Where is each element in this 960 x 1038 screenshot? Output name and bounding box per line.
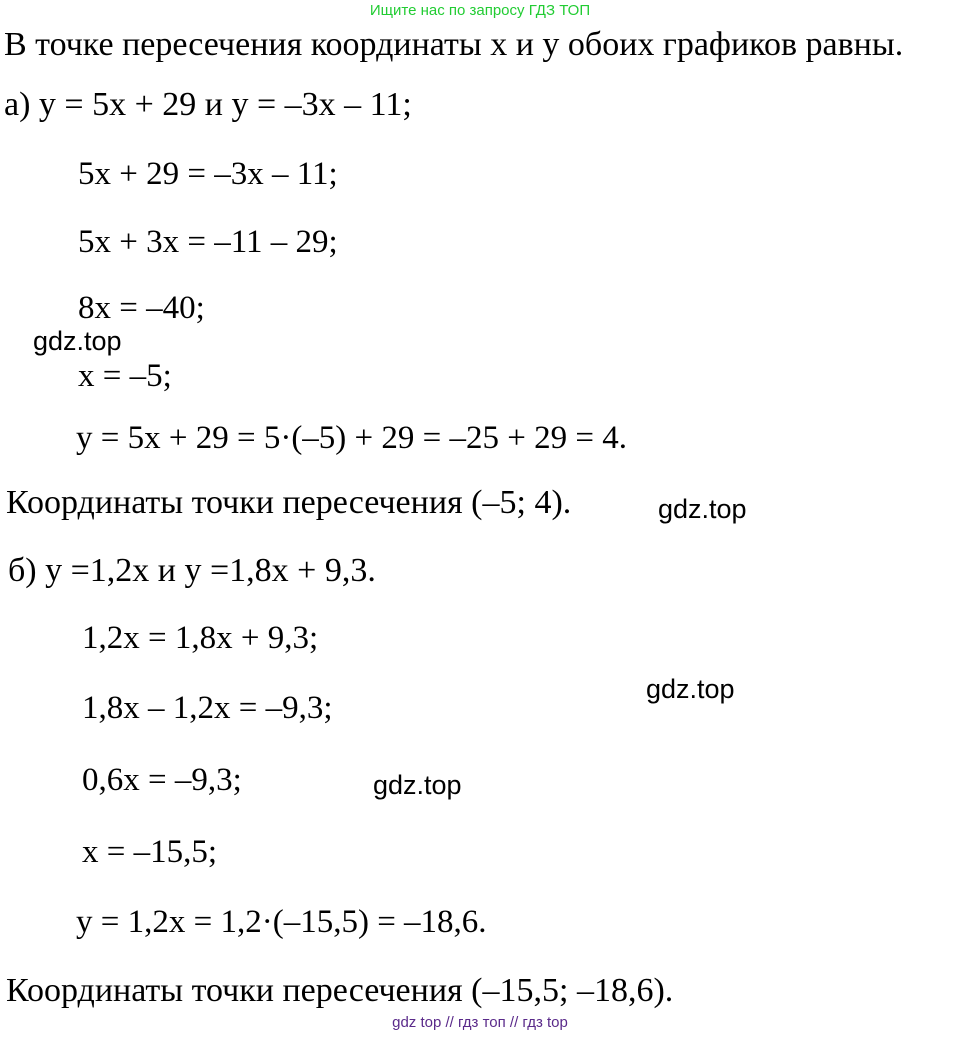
part-b-step-4: x = –15,5; [82, 834, 218, 870]
watermark: gdz.top [658, 494, 747, 524]
part-b-step-3: 0,6x = –9,3; [82, 762, 242, 798]
part-a-step-3: 8x = –40; [78, 290, 205, 326]
watermark: gdz.top [646, 674, 735, 704]
part-a-step-2: 5x + 3x = –11 – 29; [78, 224, 338, 260]
search-hint-banner: Ищите нас по запросу ГДЗ ТОП [369, 2, 591, 19]
footer-watermark: gdz top // гдз топ // гдз top [392, 1014, 568, 1031]
part-b-answer: Координаты точки пересечения (–15,5; –18,6). [6, 972, 674, 1009]
part-a-heading: а) y = 5x + 29 и y = –3x – 11; [4, 86, 412, 123]
part-b-step-1: 1,2x = 1,8x + 9,3; [82, 620, 319, 656]
part-b-step-5: y = 1,2x = 1,2·(–15,5) = –18,6. [76, 904, 487, 940]
watermark: gdz.top [33, 326, 122, 356]
part-b-step-2: 1,8x – 1,2x = –9,3; [82, 690, 333, 726]
watermark: gdz.top [373, 770, 462, 800]
intro-text: В точке пересечения координаты x и y обоих графиков равны. [4, 26, 904, 63]
part-b-heading: б) y =1,2x и y =1,8x + 9,3. [8, 552, 376, 589]
part-a-step-5: y = 5x + 29 = 5·(–5) + 29 = –25 + 29 = 4. [76, 420, 627, 456]
part-a-answer: Координаты точки пересечения (–5; 4). [6, 484, 572, 521]
part-a-step-1: 5x + 29 = –3x – 11; [78, 156, 338, 192]
part-a-step-4: x = –5; [78, 358, 172, 394]
